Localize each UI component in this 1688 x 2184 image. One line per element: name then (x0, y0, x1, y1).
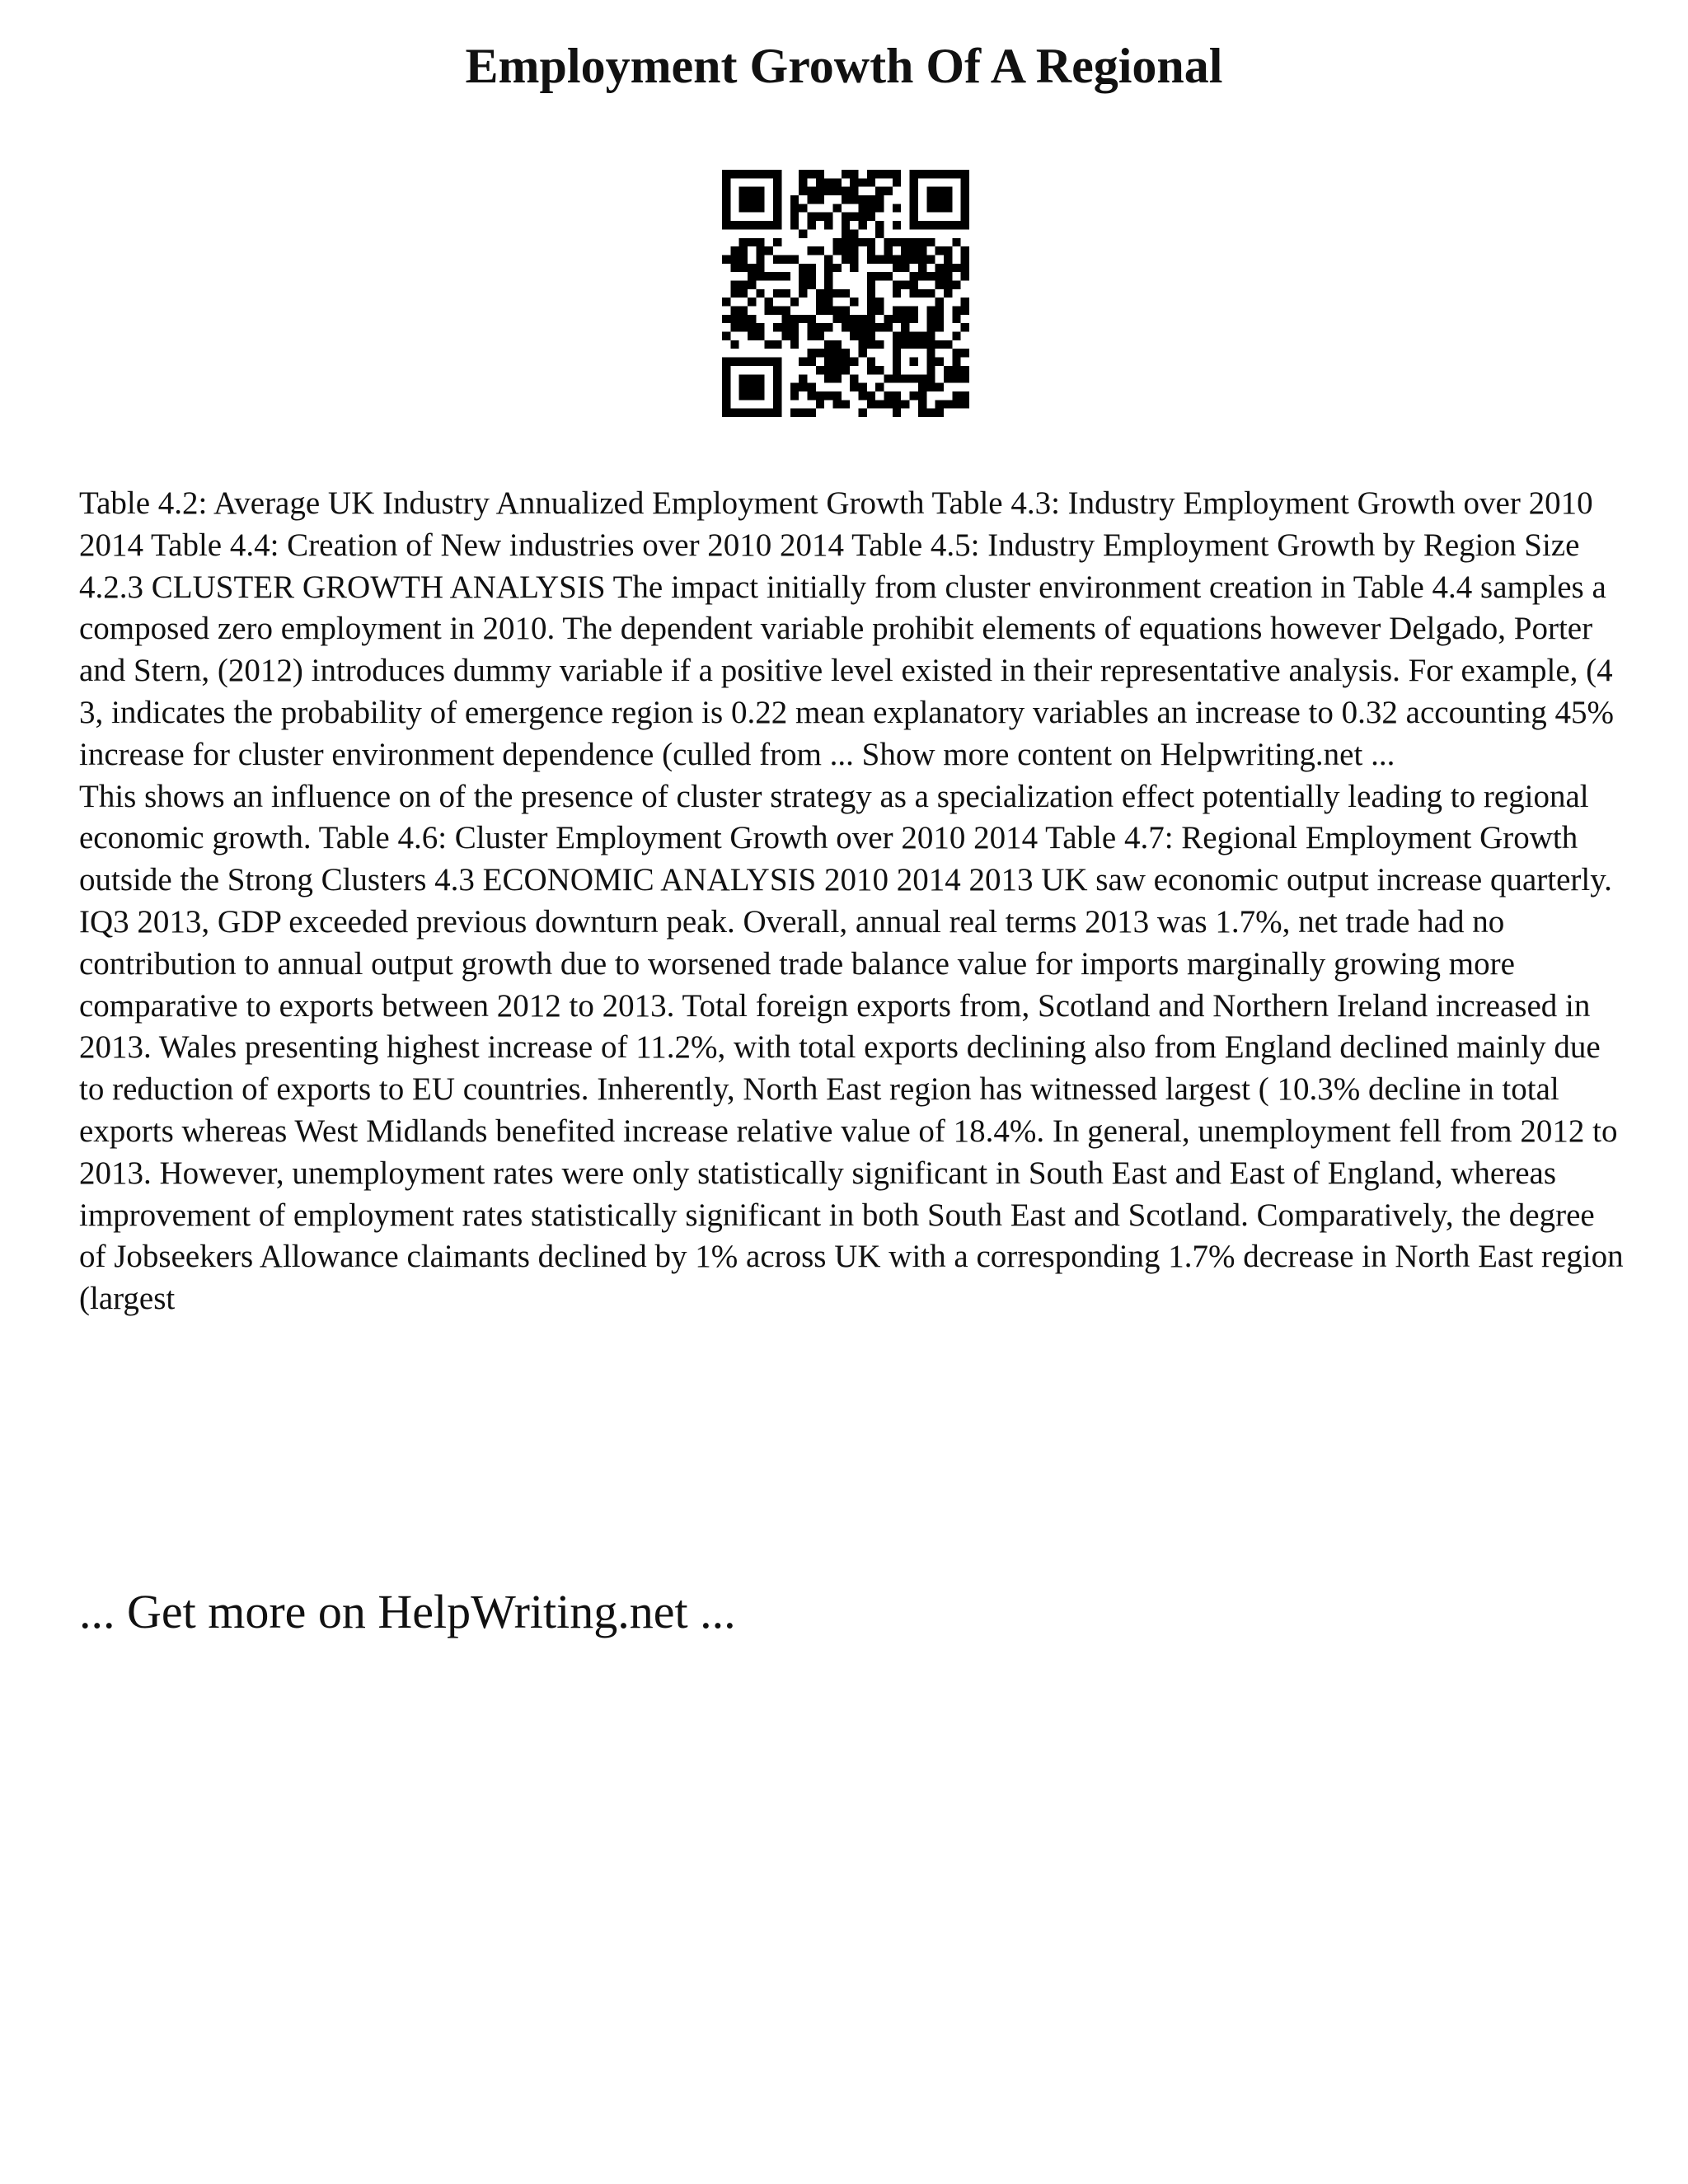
get-more-link[interactable]: ... Get more on HelpWriting.net ... (79, 1585, 736, 1638)
qr-code-icon (722, 170, 969, 417)
paragraph-2: This shows an influence on of the presence of cluster strategy as a specialization effect potentially leading to regional economic growth. Table 4.6: Cluster Employment Growth over 2010 2014 Table 4.7: Regional Employment Growth outside the Strong Clusters 4.3 ECONOMIC ANALYSIS 2010 2014 2013 UK saw economic output increase quarterly. IQ3 2013, GDP exceeded previous downturn peak. Overall, annual real terms 2013 was 1.7%, net trade had no contribution to annual output growth due to worsened trade balance value for imports marginally growing more comparative to exports between 2012 to 2013. Total foreign exports from, Scotland and Northern Ireland increased in 2013. Wales presenting highest increase of 11.2%, with total exports declining also from England declined mainly due to reduction of exports to EU countries. Inherently, North East region has witnessed largest ( 10.3% decline in total exports whereas West Midlands benefited increase relative value of 18.4%. In general, unemployment fell from 2012 to 2013. However, unemployment rates were only statistically significant in South East and East of England, whereas improvement of employment rates statistically significant in both South East and Scotland. Comparatively, the degree of Jobseekers Allowance claimants declined by 1% across UK with a corresponding 1.7% decrease in North East region (largest (79, 778, 1624, 1317)
article-body (79, 483, 1629, 1320)
paragraph-1: Table 4.2: Average UK Industry Annualized Employment Growth Table 4.3: Industry Employment Growth over 2010 2014 Table 4.4: Creation of New industries over 2010 2014 Table 4.5: Industry Employment Growth by Region Size 4.2.3 CLUSTER GROWTH ANALYSIS The impact initially from cluster environment creation in Table 4.4 samples a composed zero employment in 2010. The dependent variable prohibit elements of equations however Delgado, Porter and Stern, (2012) introduces dummy variable if a positive level existed in their representative analysis. For example, (4 3, indicates the probability of emergence region is 0.22 mean explanatory variables an increase to 0.32 accounting 45% increase for cluster environment dependence (culled from ... Show more content on Helpwriting.net ... (79, 485, 1614, 772)
document-title: Employment Growth Of A Regional (465, 39, 1223, 93)
